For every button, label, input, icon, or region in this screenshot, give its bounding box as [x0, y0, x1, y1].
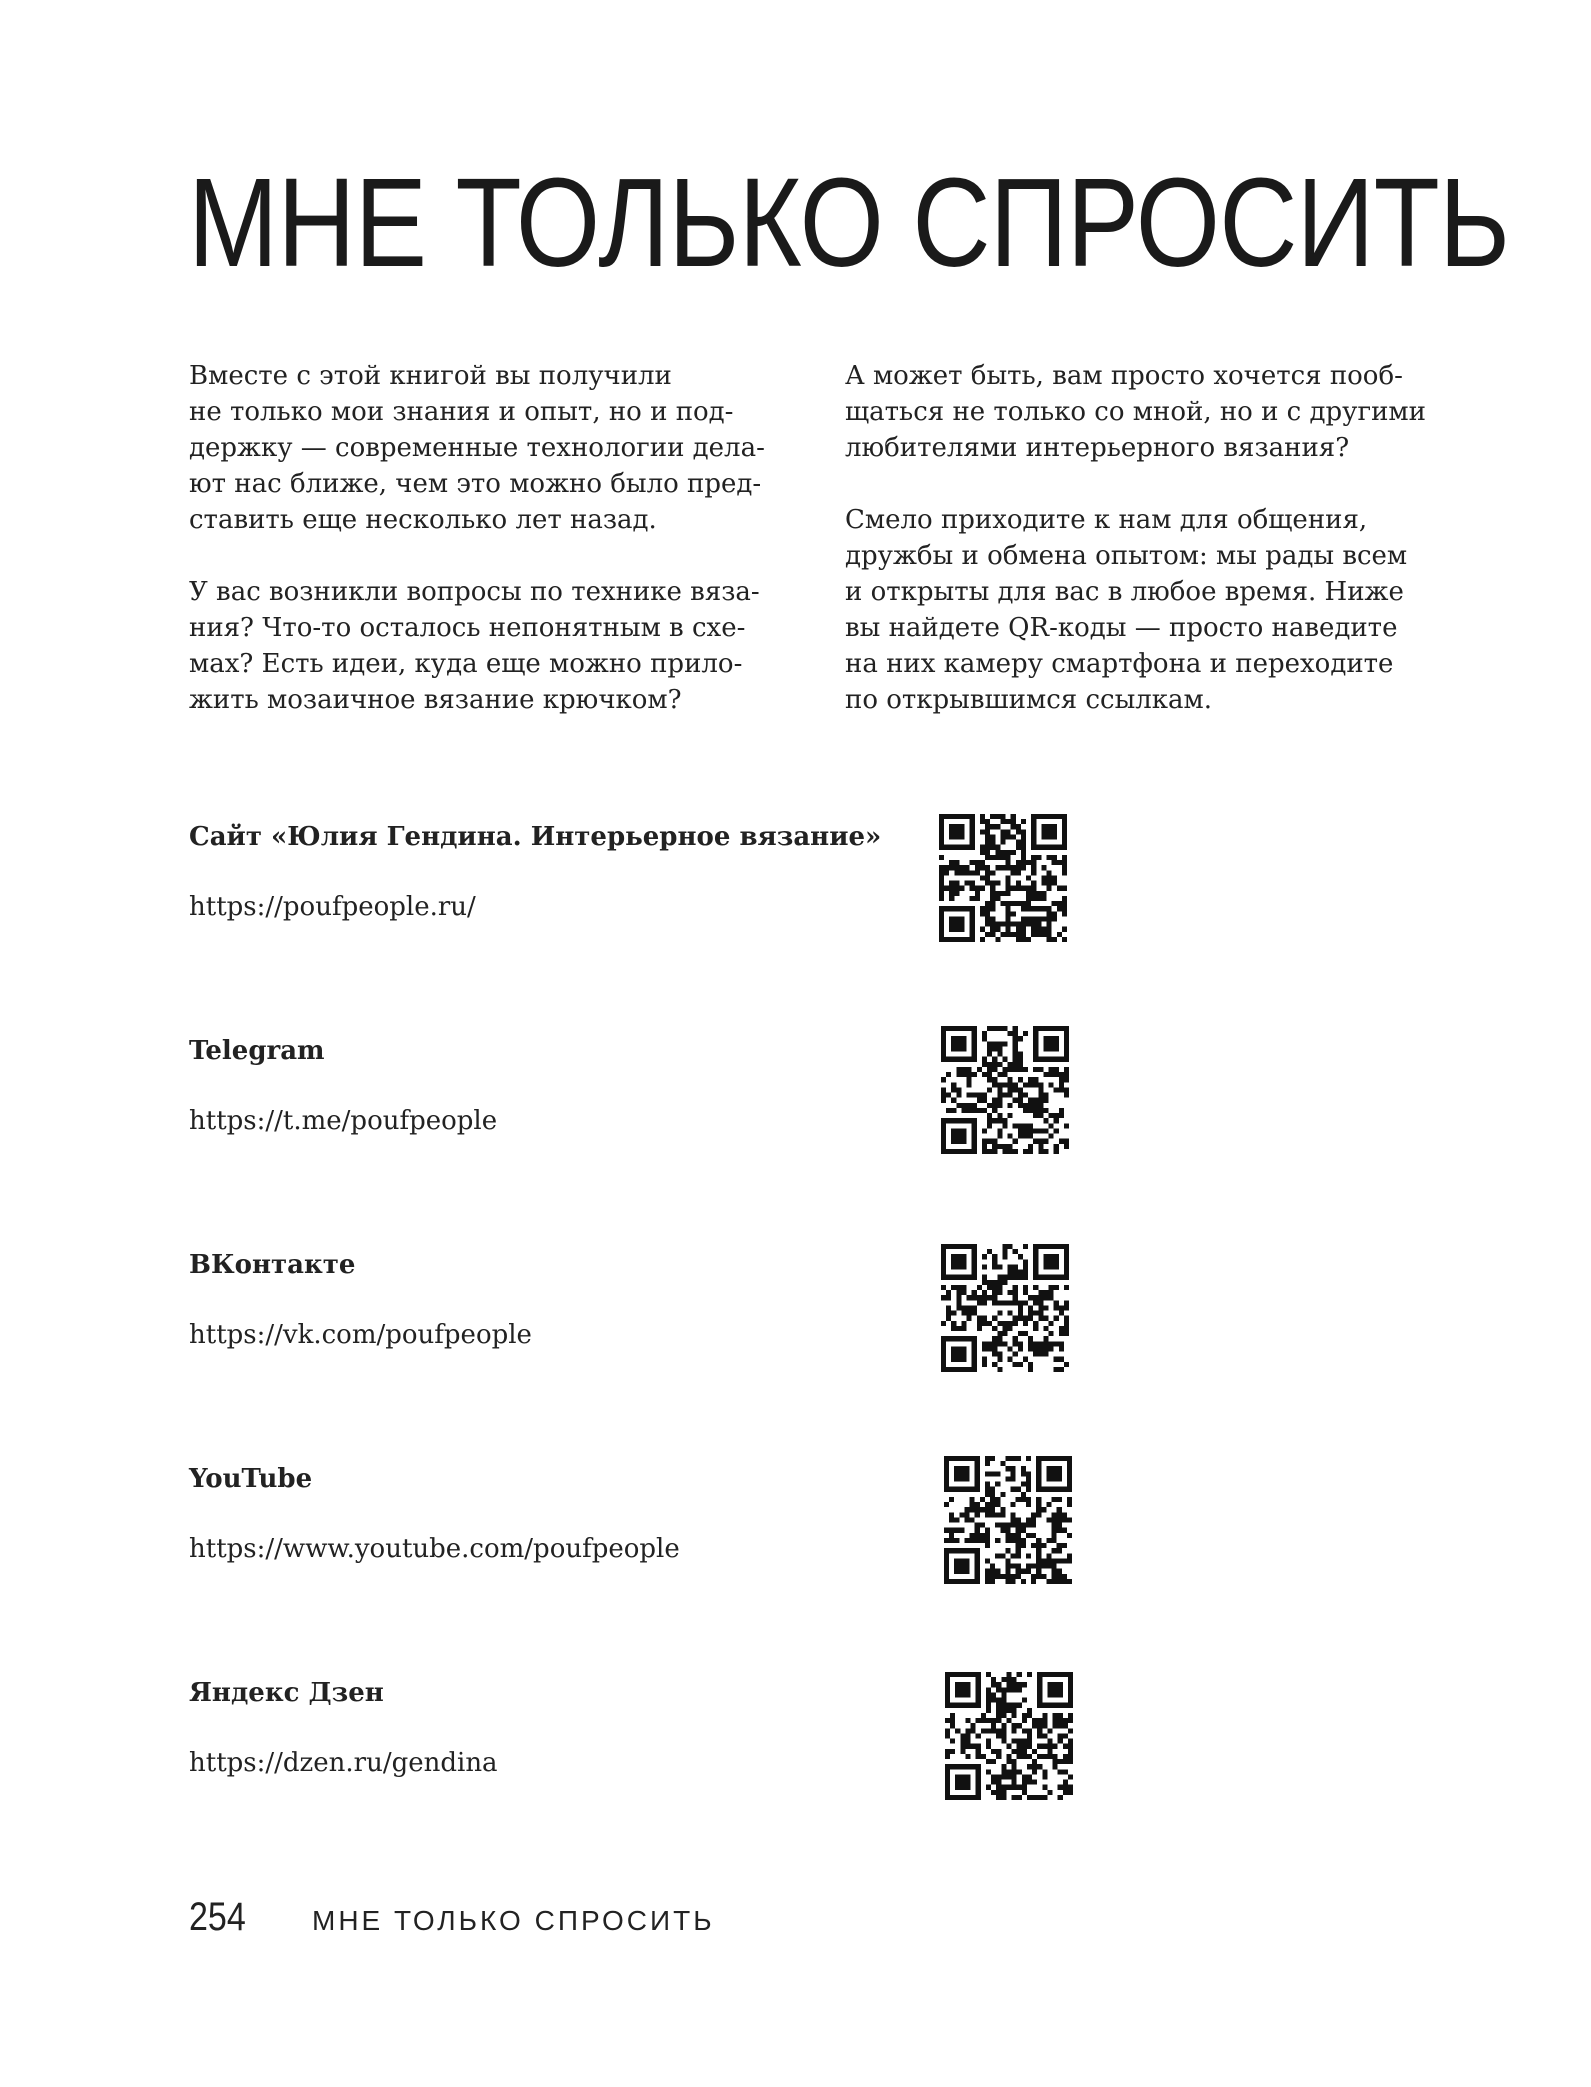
link-url[interactable]: https://dzen.ru/gendina	[189, 1748, 498, 1778]
link-entry-youtube	[189, 1464, 680, 1564]
qr-code-icon[interactable]	[941, 1026, 1069, 1154]
paragraph: У вас возникли вопросы по технике вяза- ния? Что-то осталось непонятным в схе- мах? Есть идеи, куда еще можно прило- жить мозаичное вязание крючком?	[189, 577, 760, 715]
link-title: YouTube	[189, 1464, 313, 1494]
qr-code-icon[interactable]	[939, 814, 1067, 942]
link-title: Яндекс Дзен	[189, 1678, 384, 1708]
qr-code-icon[interactable]	[945, 1672, 1073, 1800]
link-entry-telegram	[189, 1036, 498, 1136]
link-entry-vk	[189, 1250, 532, 1350]
link-entry-dzen	[189, 1678, 498, 1778]
running-head: МНЕ ТОЛЬКО СПРОСИТЬ	[312, 1905, 715, 1936]
link-entry-site	[189, 822, 882, 922]
paragraph: Вместе с этой книгой вы получили не только мои знания и опыт, но и под- держку — современные технологии дела- ют нас ближе, чем это можно было пред- ставить еще несколько лет назад.	[189, 361, 765, 535]
page-footer	[189, 1895, 715, 1940]
qr-code-icon[interactable]	[944, 1456, 1072, 1584]
link-title: Сайт «Юлия Гендина. Интерьерное вязание»	[189, 822, 882, 852]
page-number: 254	[189, 1895, 246, 1939]
paragraph: Смело приходите к нам для общения, дружбы и обмена опытом: мы рады всем и открыты для вас в любое время. Ниже вы найдете QR-коды — просто наведите на них камеру смартфона и переходите по открывшимся ссылкам.	[845, 505, 1408, 715]
page-title: МНЕ ТОЛЬКО СПРОСИТЬ	[188, 152, 1510, 293]
link-url[interactable]: https://www.youtube.com/poufpeople	[189, 1534, 680, 1564]
link-title: ВКонтакте	[189, 1250, 356, 1280]
link-title: Telegram	[189, 1036, 325, 1066]
qr-code-icon[interactable]	[941, 1244, 1069, 1372]
paragraph: А может быть, вам просто хочется пооб- щаться не только со мной, но и с другими любителями интерьерного вязания?	[845, 361, 1426, 463]
intro-right-column	[845, 358, 1455, 754]
link-url[interactable]: https://t.me/poufpeople	[189, 1106, 498, 1136]
link-url[interactable]: https://vk.com/poufpeople	[189, 1320, 532, 1350]
link-url[interactable]: https://poufpeople.ru/	[189, 892, 476, 922]
intro-left-column	[189, 358, 799, 754]
